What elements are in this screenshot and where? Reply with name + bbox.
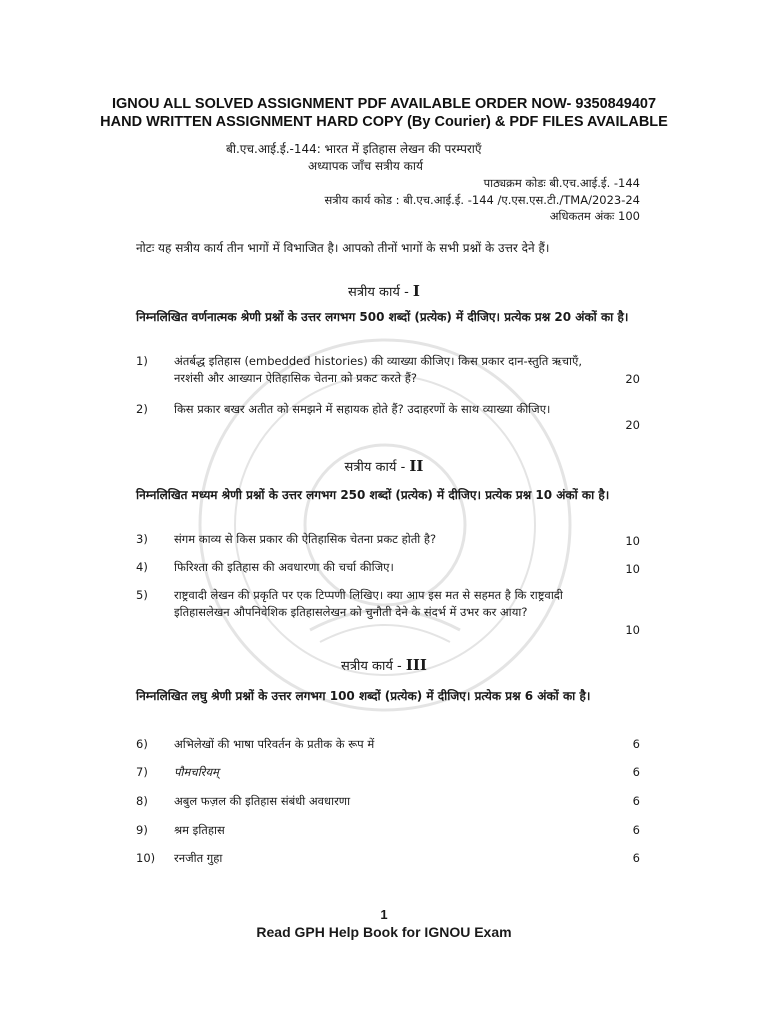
course-subtitle: अध्यापक जाँच सत्रीय कार्य [308, 159, 423, 173]
question-marks: 6 [632, 851, 640, 865]
section-heading-1 [0, 282, 768, 300]
question-marks: 10 [625, 623, 640, 637]
question-marks: 10 [625, 534, 640, 548]
question-text: अबुल फज़ल की इतिहास संबंधी अवधारणा [174, 794, 351, 808]
question-marks: 10 [625, 562, 640, 576]
question-text: श्रम इतिहास [174, 823, 225, 837]
question-text: किस प्रकार बखर अतीत को समझने में सहायक होते हैं? उदाहरणों के साथ व्याख्या कीजिए। [174, 402, 551, 416]
question-text: राष्ट्रवादी लेखन की प्रकृति पर एक टिप्पणी लिखिए। क्या आप इस मत से सहमत है कि राष्ट्रवादी इतिहासलेखन औपनिवेशिक इतिहासलेखन को चुनौती देने के संदर्भ में उभर कर आया? [174, 588, 563, 619]
question-item [136, 401, 644, 435]
section-roman-numeral: II [409, 457, 424, 475]
assignment-code: सत्रीय कार्य कोड : बी.एच.आई.ई. -144 /ए.एस.एस.टी./TMA/2023-24 [324, 193, 640, 207]
section-heading-2 [0, 457, 768, 475]
question-number: 7) [136, 765, 148, 779]
question-marks: 6 [632, 794, 640, 808]
section-1-instruction: निम्नलिखित वर्णनात्मक श्रेणी प्रश्नों के उत्तर लगभग 500 शब्दों (प्रत्येक) में दीजिए। प्रत्येक प्रश्न 20 अंकों का है। [136, 310, 629, 324]
question-text: अभिलेखों की भाषा परिवर्तन के प्रतीक के रूप में [174, 737, 375, 751]
question-item [136, 736, 644, 754]
question-item [136, 764, 644, 782]
question-item [136, 531, 644, 549]
section-heading-label: सत्रीय कार्य - [344, 460, 406, 475]
course-code: पाठ्यक्रम कोडः बी.एच.आई.ई. -144 [483, 176, 640, 190]
question-number: 1) [136, 354, 148, 368]
order-banner-line-2: HAND WRITTEN ASSIGNMENT HARD COPY (By Courier) & PDF FILES AVAILABLE [100, 114, 668, 130]
question-text: रनजीत गुहा [174, 851, 223, 865]
question-marks: 20 [625, 372, 640, 386]
question-item [136, 587, 644, 639]
footer-promo-text: Read GPH Help Book for IGNOU Exam [256, 924, 512, 940]
question-text: पौमचरियम् [174, 765, 219, 779]
question-marks: 6 [632, 737, 640, 751]
question-number: 8) [136, 794, 148, 808]
question-number: 2) [136, 402, 148, 416]
question-text: फिरिश्ता की इतिहास की अवधारणा की चर्चा कीजिए। [174, 560, 394, 574]
question-number: 10) [136, 851, 156, 865]
question-item [136, 559, 644, 577]
section-heading-label: सत्रीय कार्य - [348, 285, 409, 300]
question-item [136, 850, 644, 868]
question-item [136, 353, 644, 387]
section-3-instruction: निम्नलिखित लघु श्रेणी प्रश्नों के उत्तर लगभग 100 शब्दों (प्रत्येक) में दीजिए। प्रत्येक प्रश्न 6 अंकों का है। [136, 689, 591, 703]
section-2-instruction: निम्नलिखित मध्यम श्रेणी प्रश्नों के उत्तर लगभग 250 शब्दों (प्रत्येक) में दीजिए। प्रत्येक प्रश्न 10 अंकों का है। [136, 488, 610, 502]
question-marks: 6 [632, 765, 640, 779]
question-number: 4) [136, 560, 148, 574]
max-marks: अधिकतम अंकः 100 [549, 209, 640, 223]
question-item [136, 793, 644, 811]
question-marks: 20 [625, 418, 640, 432]
order-banner-line-1: IGNOU ALL SOLVED ASSIGNMENT PDF AVAILABLE ORDER NOW- 9350849407 [111, 96, 657, 112]
section-heading-label: सत्रीय कार्य - [341, 659, 402, 674]
course-title: बी.एच.आई.ई.-144: भारत में इतिहास लेखन की परम्पराएँ [226, 142, 482, 156]
section-roman-numeral: III [405, 656, 427, 674]
question-item [136, 822, 644, 840]
section-roman-numeral: I [412, 282, 420, 300]
instructions-note: नोटः यह सत्रीय कार्य तीन भागों में विभाजित है। आपको तीनों भागों के सभी प्रश्नों के उत्तर देने हैं। [136, 241, 550, 255]
question-text: अंतर्बद्ध इतिहास (embedded histories) की व्याख्या कीजिए। किस प्रकार दान-स्तुति ऋचाएँ, नरशंसी और आख्यान ऐतिहासिक चेतना को प्रकट करते हैं? [174, 354, 583, 385]
question-text: संगम काव्य से किस प्रकार की ऐतिहासिक चेतना प्रकट होती है? [174, 532, 437, 546]
page-number: 1 [380, 907, 388, 922]
question-number: 3) [136, 532, 148, 546]
question-number: 6) [136, 737, 148, 751]
question-number: 9) [136, 823, 148, 837]
section-heading-3 [0, 656, 768, 674]
question-marks: 6 [632, 823, 640, 837]
question-number: 5) [136, 588, 148, 602]
